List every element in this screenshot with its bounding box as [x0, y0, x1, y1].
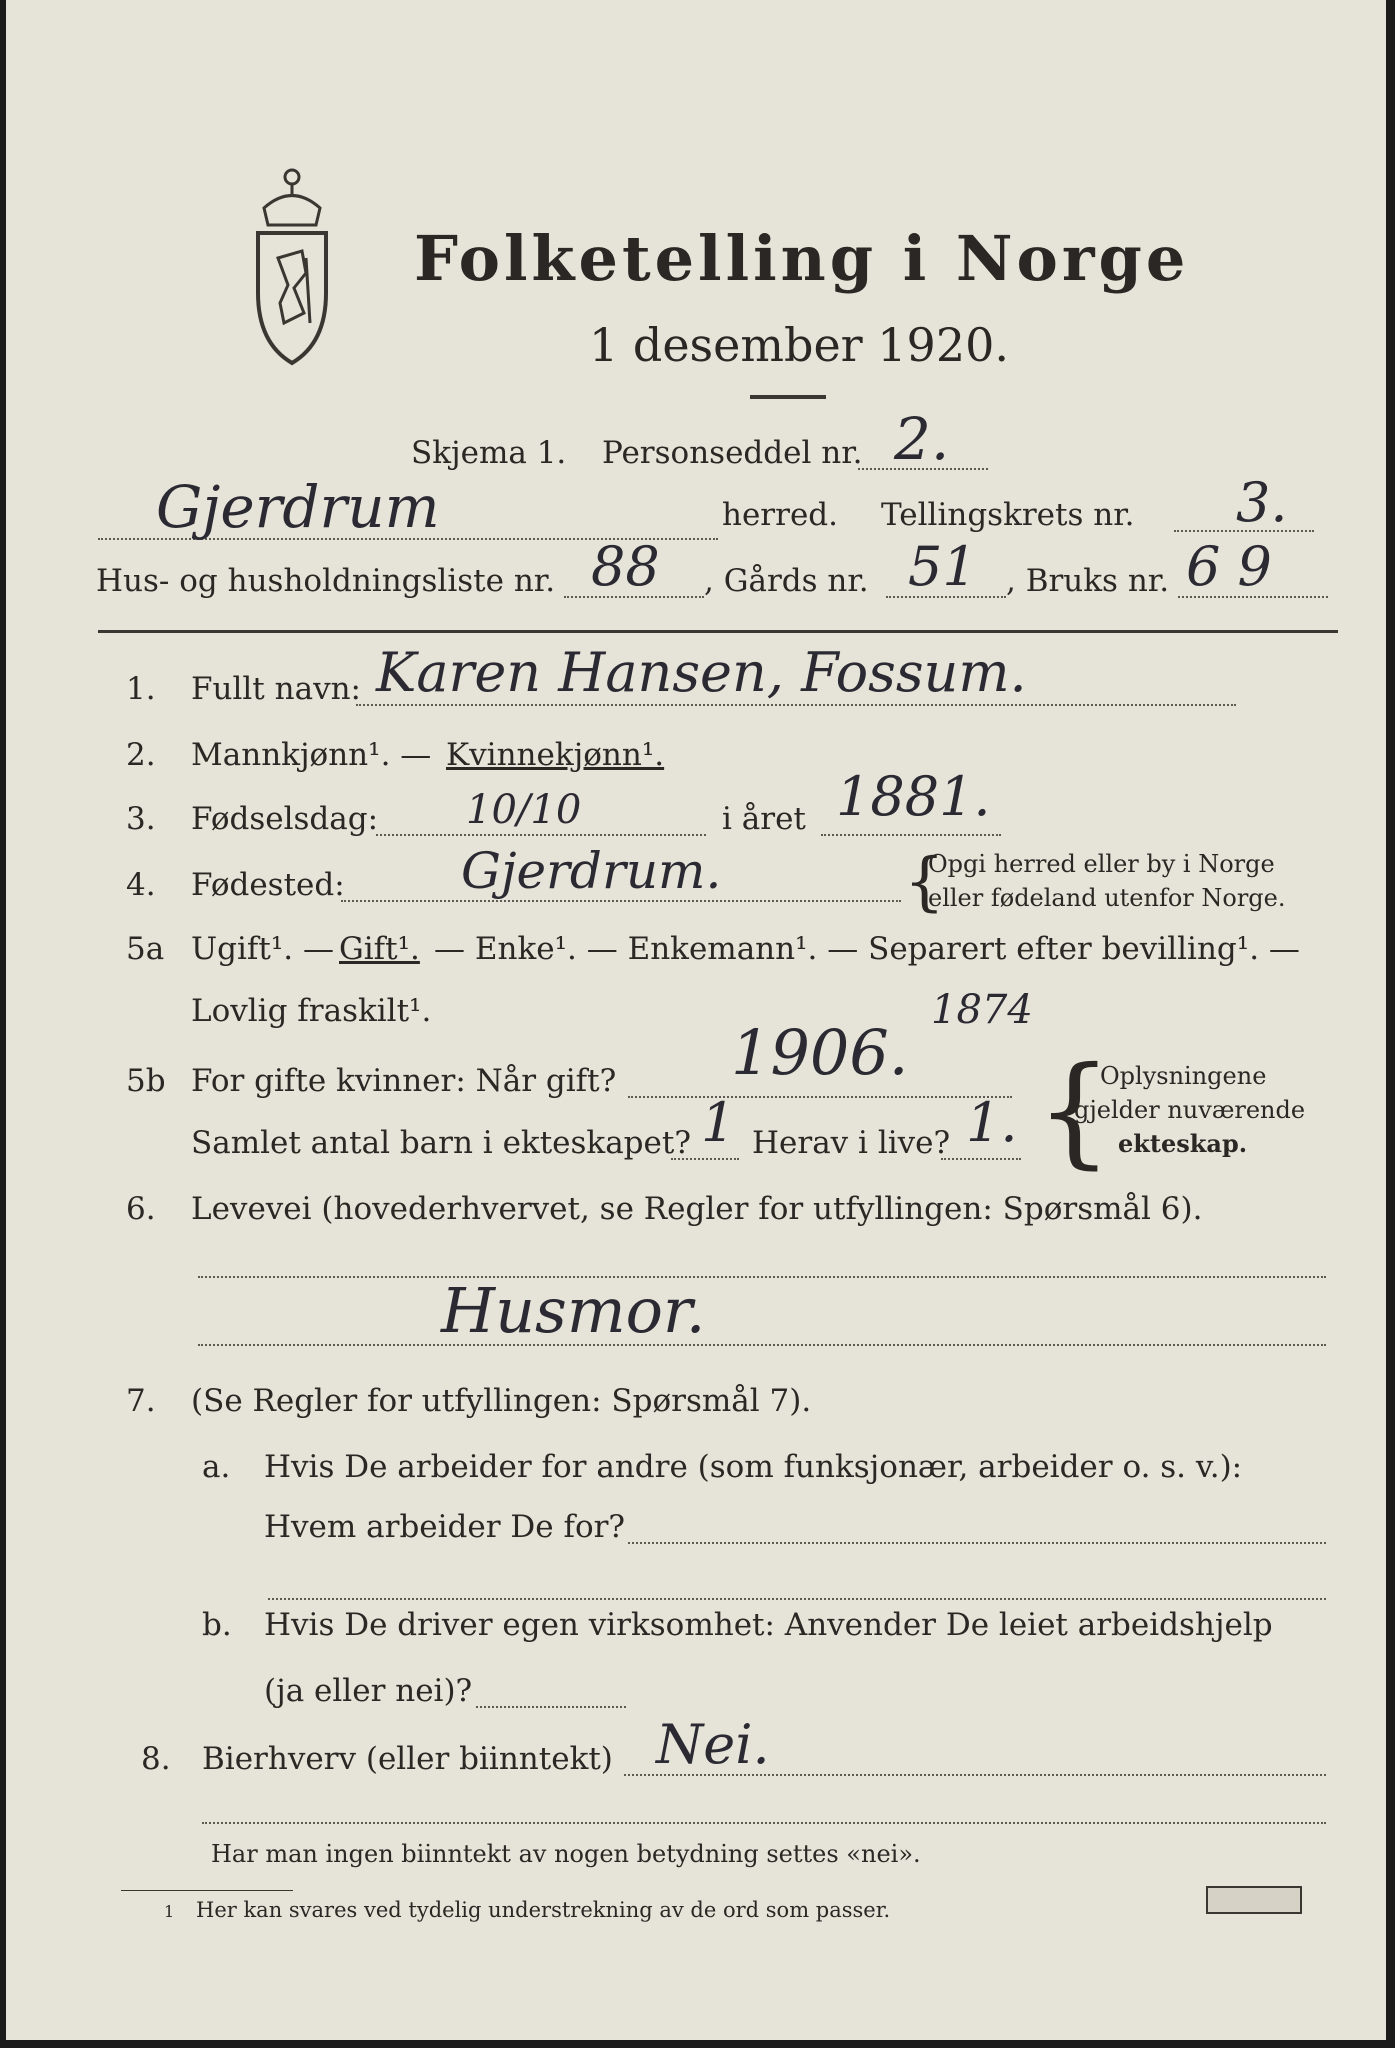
- tellingskrets-value: 3.: [1236, 471, 1288, 534]
- q3-year-value: 1881.: [836, 765, 991, 828]
- q4-line: [341, 900, 901, 902]
- husliste-value: 88: [591, 535, 660, 598]
- q4-label: Fødested:: [191, 867, 345, 903]
- header-divider: [98, 630, 1338, 633]
- q4-number: 4.: [126, 867, 156, 903]
- gards-value: 51: [908, 535, 977, 598]
- q5b-live-line: [941, 1158, 1021, 1160]
- q5b-live-value: 1.: [966, 1091, 1018, 1154]
- q5b-barn-line: [671, 1158, 739, 1160]
- bruks-label: , Bruks nr.: [1006, 563, 1170, 599]
- q7a-label: Hvis De arbeider for andre (som funksjonær, arbeider o. s. v.):: [264, 1449, 1243, 1485]
- q3-year-line: [821, 834, 1001, 836]
- q1-value: Karen Hansen, Fossum.: [376, 641, 1027, 704]
- q5a-line2: Lovlig fraskilt¹.: [191, 993, 432, 1029]
- q5b-barn-value: 1: [701, 1091, 736, 1154]
- q6-line-1: [198, 1276, 1326, 1278]
- title-divider: [750, 395, 826, 399]
- q1-number: 1.: [126, 671, 156, 707]
- q8-label: Bierhverv (eller biinntekt): [202, 1741, 613, 1777]
- footnote-divider: [121, 1890, 293, 1891]
- q6-label: Levevei (hovederhvervet, se Regler for utfyllingen: Spørsmål 6).: [191, 1191, 1203, 1227]
- q8-number: 8.: [141, 1741, 171, 1777]
- q5b-brace: {: [1036, 1042, 1113, 1181]
- q3-label: Fødselsdag:: [191, 801, 379, 837]
- q5a-ugift: Ugift¹. —: [191, 931, 334, 967]
- tellingskrets-label: Tellingskrets nr.: [881, 497, 1135, 533]
- q6-line-2: [198, 1344, 1326, 1346]
- q2-number: 2.: [126, 737, 156, 773]
- q5b-margin-note: 1874: [931, 987, 1033, 1033]
- footnote-text: Her kan svares ved tydelig understrekning av de ord som passer.: [196, 1898, 891, 1922]
- gards-label: , Gårds nr.: [704, 563, 869, 599]
- q5b-label: For gifte kvinner: Når gift?: [191, 1063, 617, 1099]
- herred-label: herred.: [722, 497, 838, 533]
- q3-value: 10/10: [466, 787, 582, 833]
- q5a-rest: — Enke¹. — Enkemann¹. — Separert efter bevilling¹. —: [434, 931, 1300, 967]
- q5a-number: 5a: [126, 931, 165, 967]
- q7a-line-extra: [268, 1598, 1326, 1600]
- q7a-letter: a.: [202, 1449, 231, 1485]
- q5b-note-1: Oplysningene: [1100, 1062, 1267, 1090]
- q4-value: Gjerdrum.: [461, 842, 722, 900]
- q7-number: 7.: [126, 1383, 156, 1419]
- q2-options: Mannkjønn¹. —: [191, 737, 432, 773]
- q2-selected: Kvinnekjønn¹.: [446, 737, 665, 773]
- q5b-live-label: Herav i live?: [752, 1125, 951, 1161]
- q7a-line2: Hvem arbeider De for?: [264, 1509, 626, 1545]
- q7-label: (Se Regler for utfyllingen: Spørsmål 7).: [191, 1383, 812, 1419]
- norwegian-coat-of-arms-icon: [244, 163, 340, 368]
- personseddel-value: 2.: [894, 405, 950, 473]
- q4-note-2: eller fødeland utenfor Norge.: [928, 884, 1286, 912]
- q4-brace: {: [904, 845, 945, 919]
- q3-number: 3.: [126, 801, 156, 837]
- q5a-selected: Gift¹.: [339, 931, 420, 967]
- q1-label: Fullt navn:: [191, 671, 361, 707]
- herred-value: Gjerdrum: [156, 473, 440, 541]
- husliste-label: Hus- og husholdningsliste nr.: [96, 563, 556, 599]
- q3-line: [376, 834, 706, 836]
- footnote-mark: 1: [164, 1902, 175, 1921]
- printer-stamp: [1206, 1886, 1302, 1914]
- q5b-line: [628, 1096, 1012, 1098]
- q7b-letter: b.: [202, 1607, 232, 1643]
- personseddel-label: Personseddel nr.: [602, 435, 863, 471]
- census-form-sheet: [6, 0, 1386, 2040]
- q6-value: Husmor.: [441, 1274, 706, 1347]
- form-title: Folketelling i Norge: [414, 222, 1190, 295]
- q8-line-extra: [202, 1822, 1326, 1824]
- q7b-line: [476, 1706, 626, 1708]
- q5b-note-2: gjelder nuværende: [1074, 1096, 1306, 1124]
- q6-number: 6.: [126, 1191, 156, 1227]
- q7a-line: [628, 1542, 1326, 1544]
- q7b-label: Hvis De driver egen virksomhet: Anvender De leiet arbeidshjelp: [264, 1607, 1273, 1643]
- q5b-note-3: ekteskap.: [1118, 1129, 1248, 1158]
- q5b-value: 1906.: [731, 1016, 909, 1089]
- q5b-number: 5b: [126, 1063, 166, 1099]
- skjema-label: Skjema 1.: [411, 435, 567, 471]
- q1-line: [356, 704, 1236, 706]
- form-date: 1 desember 1920.: [589, 318, 1009, 372]
- q7b-line2: (ja eller nei)?: [264, 1673, 473, 1709]
- bruks-value: 6 9: [1186, 535, 1272, 598]
- q8-note: Har man ingen biinntekt av nogen betydning settes «nei».: [211, 1840, 921, 1868]
- q4-note-1: Opgi herred eller by i Norge: [928, 850, 1275, 878]
- q8-value: Nei.: [656, 1713, 770, 1776]
- q3-year-label: i året: [722, 801, 806, 837]
- q5b-barn-label: Samlet antal barn i ekteskapet?: [191, 1125, 691, 1161]
